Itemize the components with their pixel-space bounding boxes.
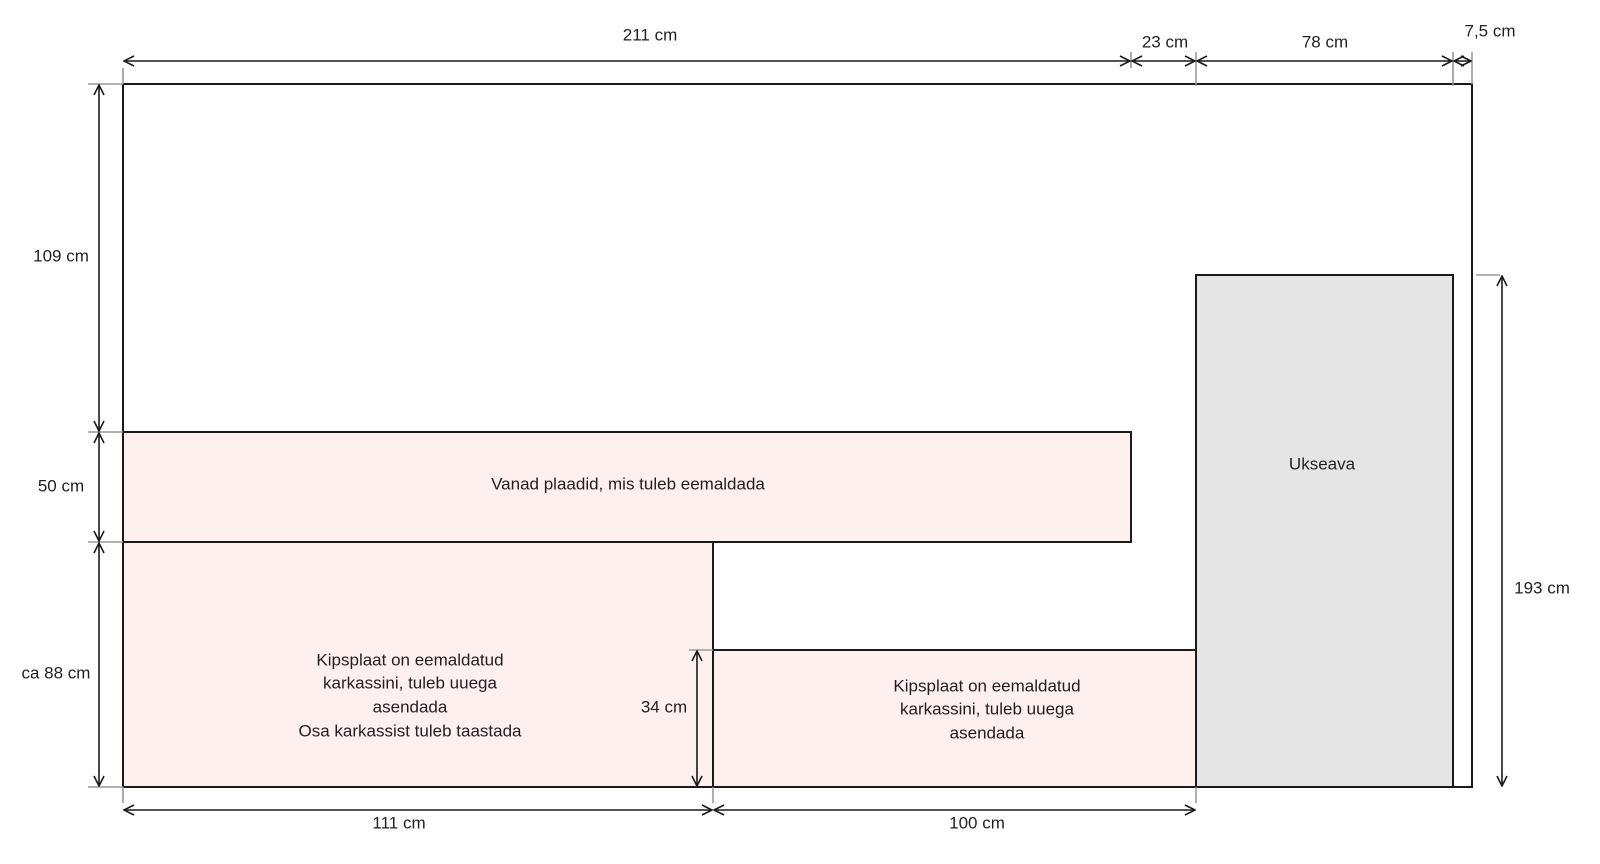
dim-label-88: ca 88 cm (21, 663, 91, 683)
dim-label-111: 111 cm (372, 813, 426, 833)
dim-label-193: 193 cm (1514, 578, 1570, 598)
dim-label-100: 100 cm (949, 813, 1005, 833)
drywall-left-line-2: karkassini, tuleb uuega (323, 673, 497, 693)
door-label: Ukseava (1288, 454, 1356, 474)
drywall-right-line-3: asendada (949, 723, 1025, 743)
old-tiles-label: Vanad plaadid, mis tuleb eemaldada (491, 474, 765, 494)
dim-label-23: 23 cm (1141, 32, 1189, 52)
dim-label-211: 211 cm (622, 25, 678, 45)
dim-label-34: 34 cm (640, 697, 688, 717)
dim-label-50: 50 cm (37, 476, 85, 496)
dim-label-109: 109 cm (33, 246, 89, 266)
drywall-left-line-1: Kipsplaat on eemaldatud (316, 650, 504, 670)
dim-label-7-5: 7,5 cm (1464, 21, 1516, 41)
door-opening (1196, 275, 1453, 787)
dim-label-78: 78 cm (1301, 32, 1349, 52)
drywall-right-region (713, 650, 1196, 787)
drywall-right-line-2: karkassini, tuleb uuega (900, 699, 1074, 719)
drywall-right-line-1: Kipsplaat on eemaldatud (893, 676, 1081, 696)
drywall-left-line-4: Osa karkassist tuleb taastada (298, 721, 522, 741)
drywall-left-line-3: asendada (372, 697, 448, 717)
